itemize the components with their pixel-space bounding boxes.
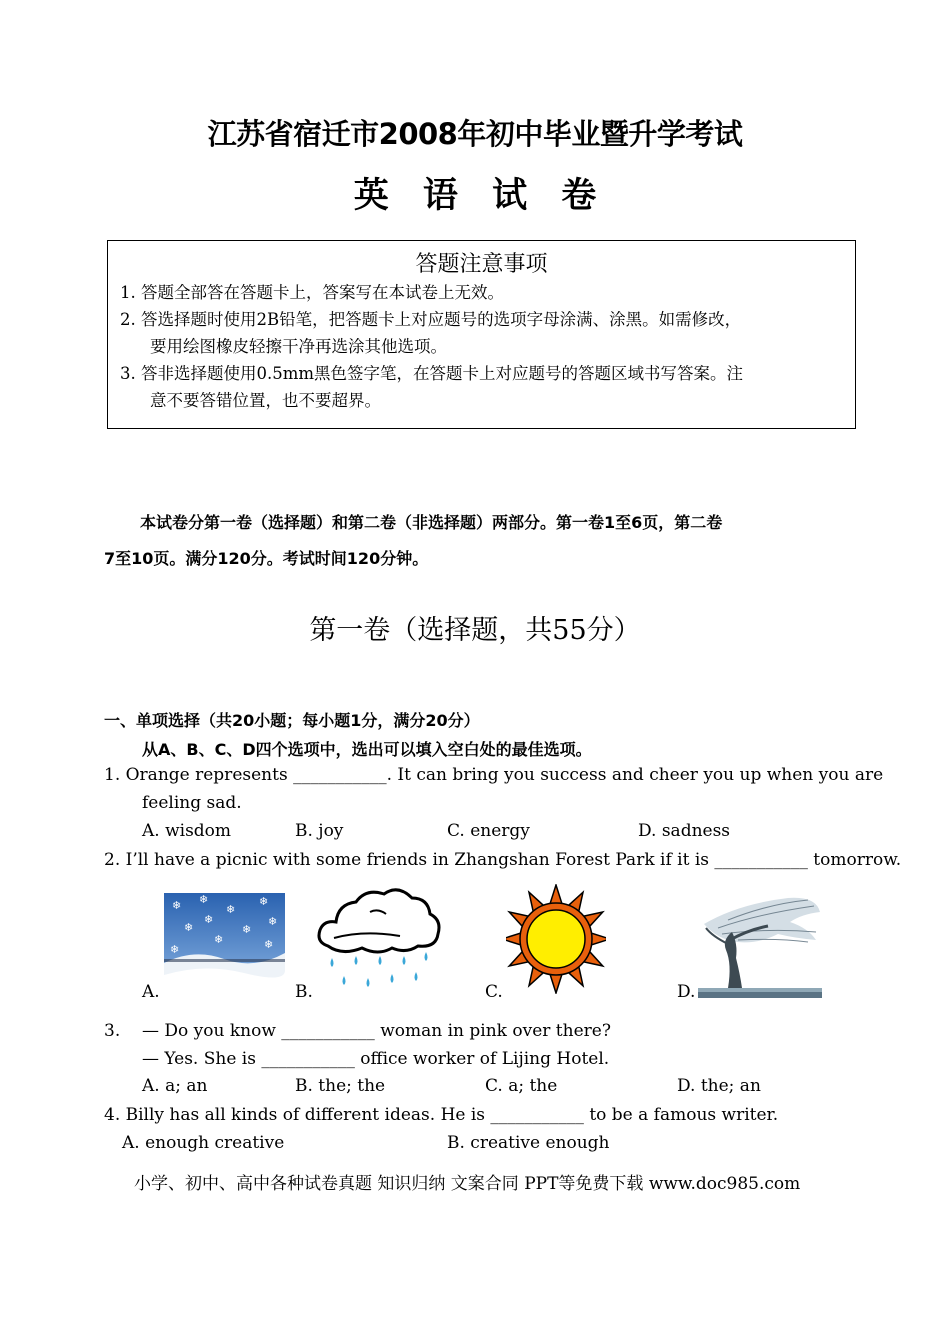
q2-option-a: A.: [142, 982, 160, 1002]
q3-option-c: C. a; the: [485, 1076, 558, 1096]
exam-title: 江苏省宿迁市2008年初中毕业暨升学考试: [207, 117, 743, 151]
svg-text:❄: ❄: [184, 921, 194, 934]
q4-option-a: A. enough creative: [122, 1133, 285, 1153]
q3-number: 3.: [104, 1021, 121, 1041]
svg-text:❄: ❄: [199, 893, 209, 906]
q2-option-b: B.: [295, 982, 313, 1002]
q4-option-b: B. creative enough: [447, 1133, 610, 1153]
notice-item-3: 3. 答非选择题使用0.5mm黑色签字笔，在答题卡上对应题号的答题区域书写答案。注: [120, 364, 744, 383]
svg-text:❄: ❄: [170, 943, 180, 956]
notice-item-3-cont: 意不要答错位置，也不要超界。: [150, 391, 381, 410]
q1-option-d: D. sadness: [638, 821, 731, 841]
svg-text:❄: ❄: [172, 899, 182, 912]
sun-image: [506, 884, 606, 994]
svg-text:❄: ❄: [204, 913, 214, 926]
intro-line-1: 本试卷分第一卷（选择题）和第二卷（非选择题）两部分。第一卷1至6页，第二卷: [140, 513, 723, 532]
footer-text: 小学、初中、高中各种试卷真题 知识归纳 文案合同 PPT等免费下载 www.doc985.com: [134, 1174, 801, 1194]
q1-text: 1. Orange represents ___________. It can bring you success and cheer you up when you are: [104, 765, 884, 785]
svg-text:❄: ❄: [214, 933, 224, 946]
svg-text:❄: ❄: [264, 938, 274, 951]
intro-line-2: 7至10页。满分120分。考试时间120分钟。: [104, 549, 429, 568]
q2-text: 2. I’ll have a picnic with some friends in Zhangshan Forest Park if it is ___________ tomorrow.: [104, 850, 902, 870]
notice-title: 答题注意事项: [415, 252, 548, 277]
windy-tree-image: [698, 884, 822, 998]
section1-instruction: 从A、B、C、D四个选项中，选出可以填入空白处的最佳选项。: [142, 740, 592, 759]
q3-text: — Do you know ___________ woman in pink over there?: [142, 1021, 611, 1041]
q4-text: 4. Billy has all kinds of different ideas. He is ___________ to be a famous writer.: [104, 1105, 779, 1125]
exam-subtitle: 英 语 试 卷: [353, 176, 597, 216]
q1-option-c: C. energy: [447, 821, 530, 841]
q2-option-c: C.: [485, 982, 503, 1002]
svg-text:❄: ❄: [242, 923, 252, 936]
q1-option-a: A. wisdom: [142, 821, 232, 841]
q3-option-b: B. the; the: [295, 1076, 386, 1096]
q2-option-d: D.: [677, 982, 696, 1002]
part1-title: 第一卷（选择题，共55分）: [309, 615, 641, 646]
svg-text:❄: ❄: [226, 903, 236, 916]
notice-item-2: 2. 答选择题时使用2B铅笔，把答题卡上对应题号的选项字母涂满、涂黑。如需修改，: [120, 310, 742, 329]
q3-option-d: D. the; an: [677, 1076, 761, 1096]
q1-option-b: B. joy: [295, 821, 344, 841]
snow-scene-image: [164, 893, 285, 997]
q3-text-cont: — Yes. She is ___________ office worker of Lijing Hotel.: [142, 1049, 610, 1069]
svg-text:❄: ❄: [268, 915, 278, 928]
section1-title: 一、单项选择（共20小题；每小题1分，满分20分）: [104, 711, 480, 730]
svg-text:❄: ❄: [259, 895, 269, 908]
notice-item-1: 1. 答题全部答在答题卡上，答案写在本试卷上无效。: [120, 283, 504, 302]
q3-option-a: A. a; an: [142, 1076, 208, 1096]
notice-item-2-cont: 要用绘图橡皮轻擦干净再选涂其他选项。: [150, 337, 447, 356]
q1-text-cont: feeling sad.: [142, 793, 242, 813]
rain-cloud-image: [314, 886, 442, 998]
